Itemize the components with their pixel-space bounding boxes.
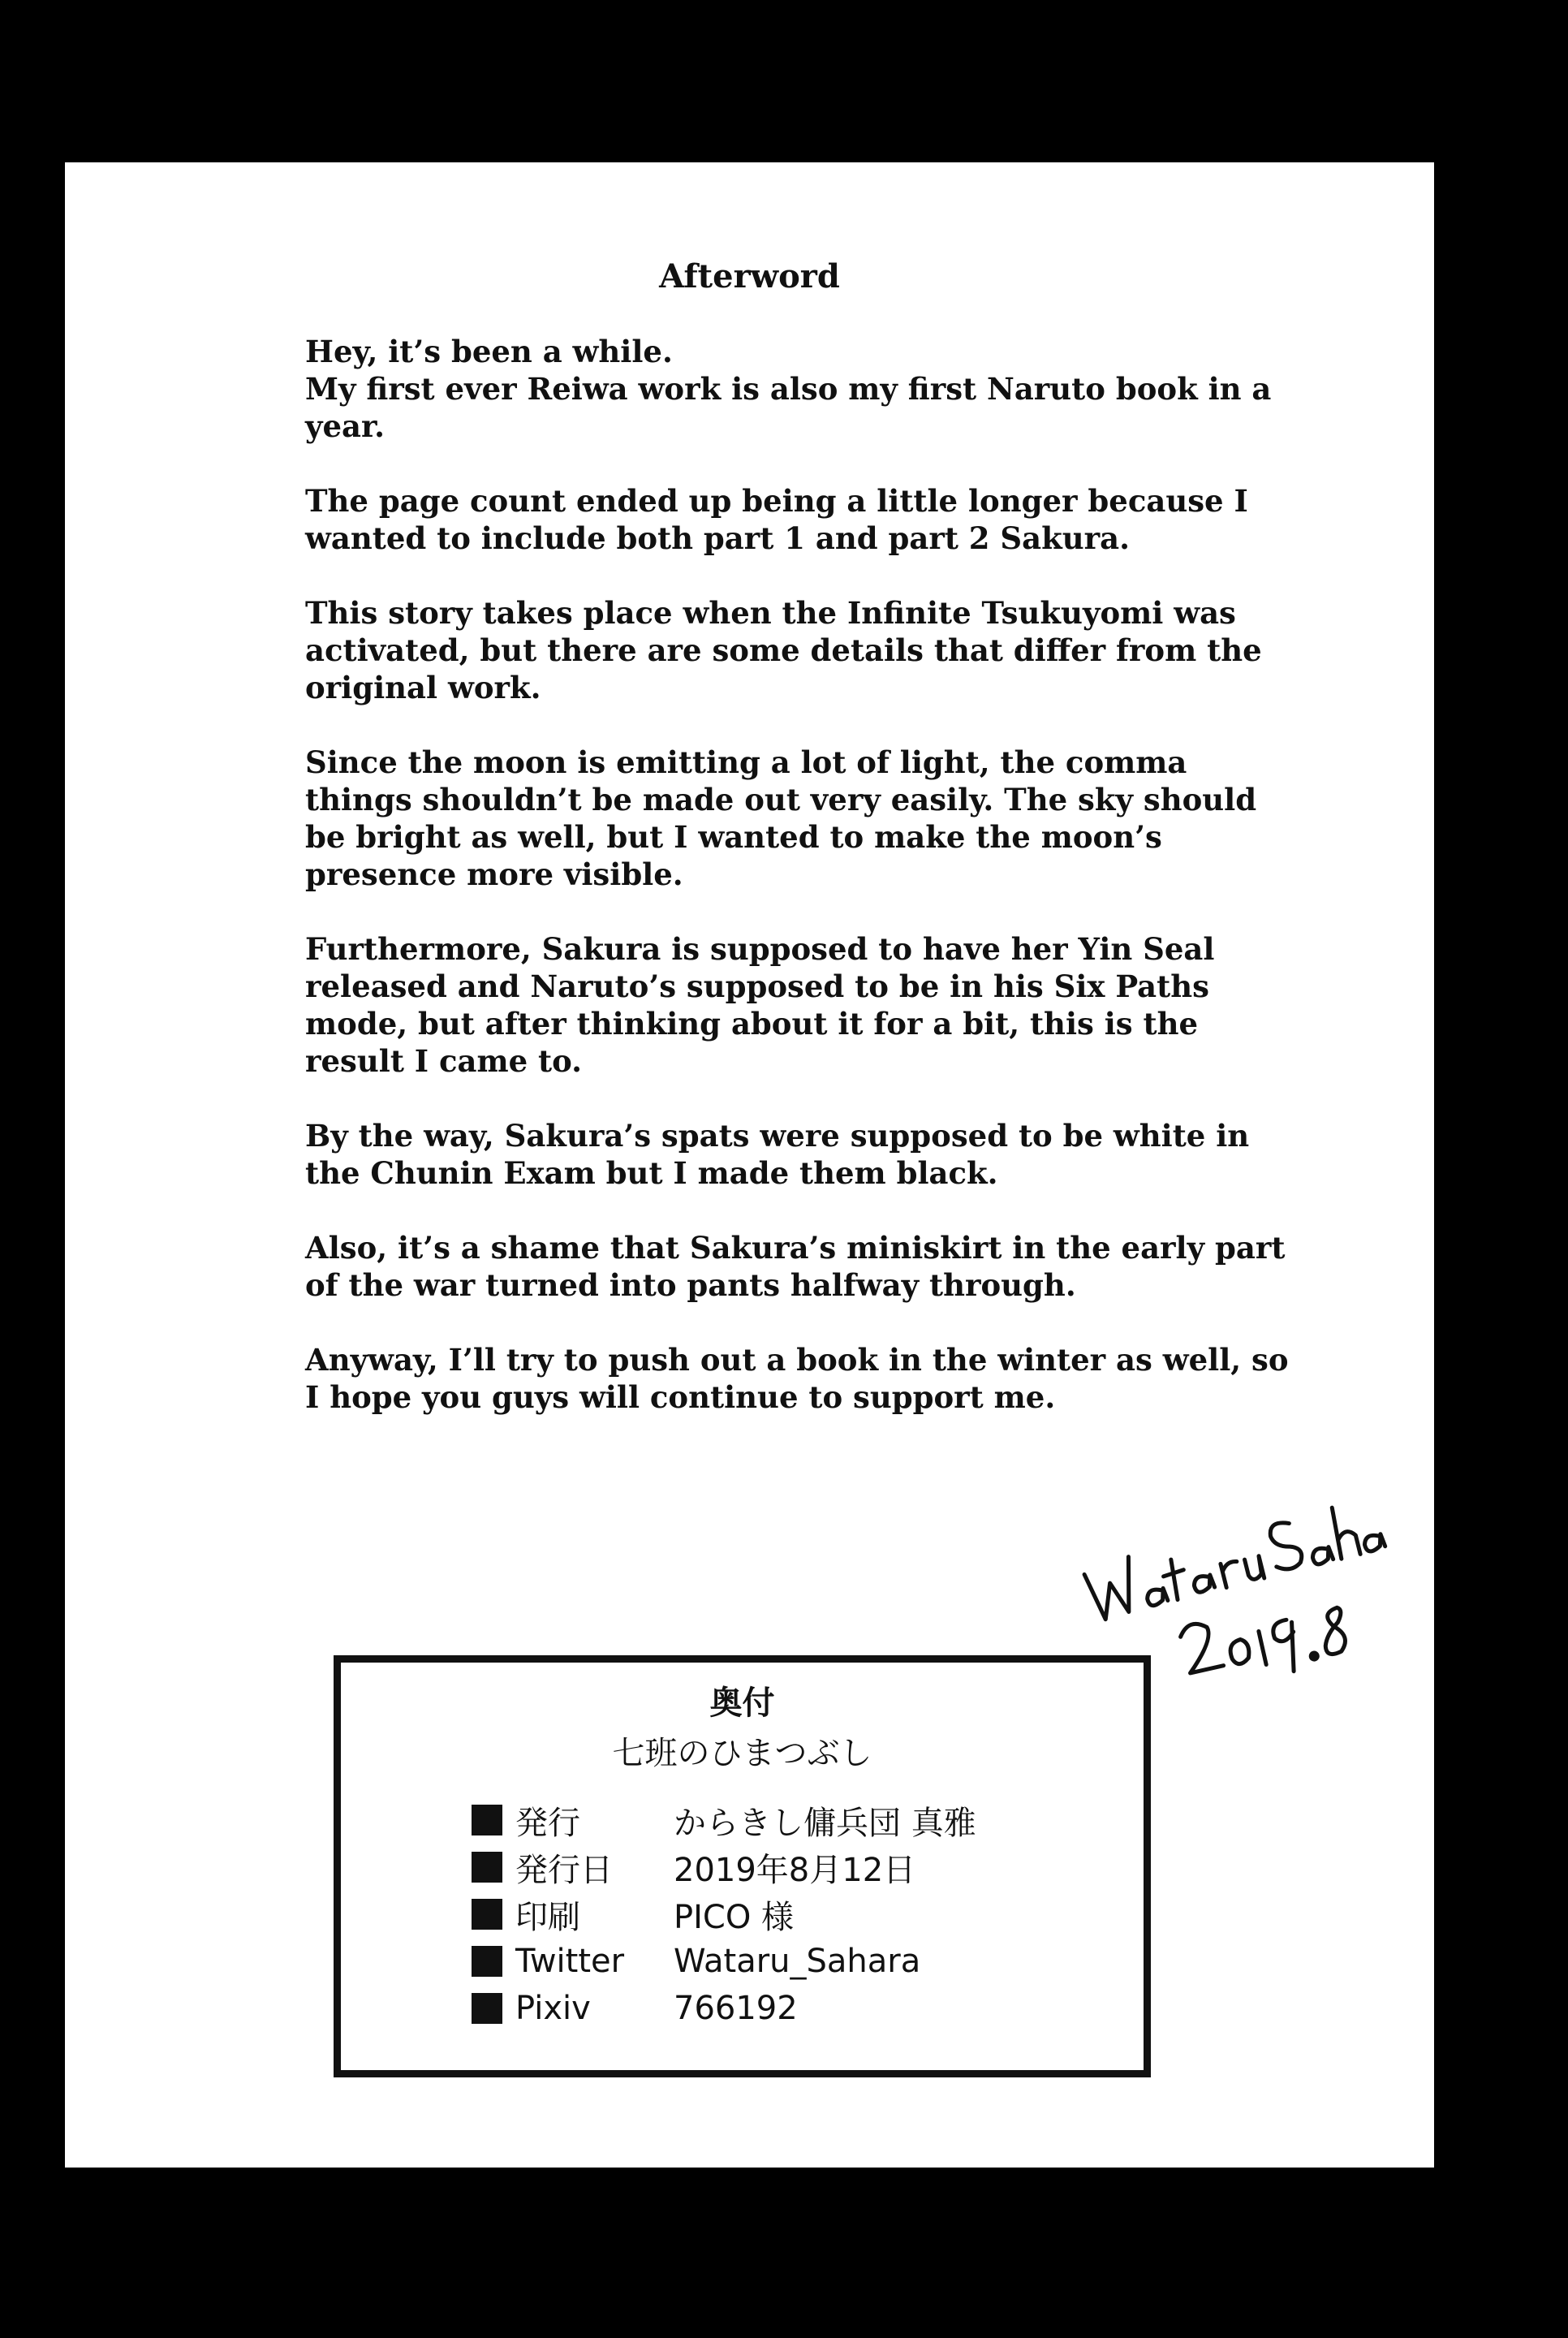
colophon-value: 766192 <box>674 1990 798 2027</box>
colophon-label: 発行 <box>515 1804 580 1842</box>
colophon-row-date <box>472 1844 976 1891</box>
page-title: Afterword <box>659 257 840 295</box>
colophon-value: からきし傭兵団 真雅 <box>674 1804 976 1842</box>
colophon-label: Pixiv <box>515 1990 591 2027</box>
paragraph-2: The page count ended up being a little longer because I wanted to include both part 1 and part 2 Sakura. <box>305 483 1248 556</box>
colophon-box <box>334 1655 1151 2077</box>
square-bullet-icon <box>472 1946 502 1977</box>
colophon-value: PICO 様 <box>674 1898 795 1936</box>
paragraph-8: Anyway, I’ll try to push out a book in the winter as well, so I hope you guys will continue to support me. <box>305 1342 1289 1415</box>
colophon-rows <box>472 1797 976 2032</box>
square-bullet-icon <box>472 1852 502 1883</box>
colophon-heading: 奥付 <box>709 1684 775 1722</box>
paragraph-6: By the way, Sakura’s spats were supposed to be white in the Chunin Exam but I made them black. <box>305 1118 1250 1191</box>
square-bullet-icon <box>472 1899 502 1930</box>
paragraph-1 <box>305 333 1303 445</box>
colophon-row-twitter <box>472 1938 976 1985</box>
colophon-value: 2019年8月12日 <box>674 1851 916 1889</box>
colophon-value: Wataru_Sahara <box>674 1943 921 1980</box>
colophon-label: 印刷 <box>515 1898 580 1936</box>
paragraph-7: Also, it’s a shame that Sakura’s miniskirt in the early part of the war turned into pants halfway through. <box>305 1230 1286 1303</box>
colophon-row-pixiv <box>472 1985 976 2032</box>
paragraph-5: Furthermore, Sakura is supposed to have her Yin Seal released and Naruto’s supposed to be in his Six Paths mode, but after thinking about it for a bit, this is the result I came to. <box>305 931 1215 1079</box>
afterword-body <box>305 333 1303 1453</box>
document-page <box>65 162 1434 2168</box>
paragraph-1-text: Hey, it’s been a while. My first ever Reiwa work is also my first Naruto book in a year. <box>305 334 1272 444</box>
colophon-label: 発行日 <box>515 1851 613 1889</box>
colophon-book-title: 七班のひまつぶし <box>612 1735 872 1772</box>
square-bullet-icon <box>472 1993 502 2024</box>
colophon-row-publisher <box>472 1797 976 1844</box>
paragraph-3: This story takes place when the Infinite Tsukuyomi was activated, but there are some details that differ from the original work. <box>305 595 1262 705</box>
square-bullet-icon <box>472 1805 502 1835</box>
colophon-row-printer <box>472 1891 976 1938</box>
colophon-label: Twitter <box>515 1943 625 1980</box>
paragraph-4: Since the moon is emitting a lot of light, the comma things shouldn’t be made out very easily. The sky should be bright as well, but I wanted to make the moon’s presence more visible. <box>305 744 1257 892</box>
